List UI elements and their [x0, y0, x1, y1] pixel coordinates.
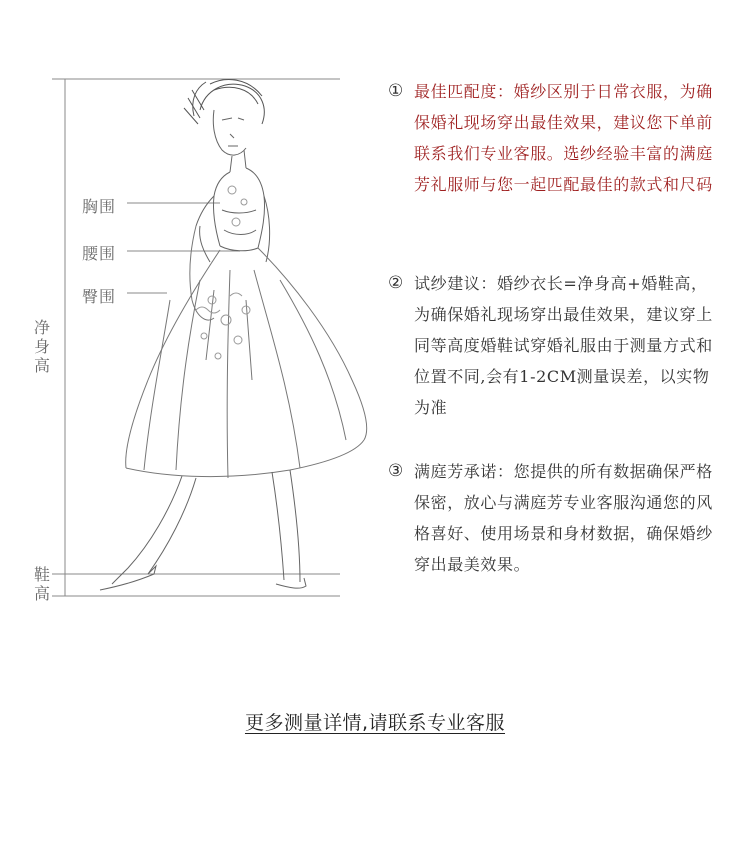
contact-support-link[interactable]	[0, 708, 750, 735]
face-sketch	[213, 110, 246, 172]
net-height-label: 净身高	[33, 318, 50, 375]
hip-label: 臀围	[82, 287, 117, 306]
dress-sketch	[0, 0, 380, 620]
note-text: 满庭芳承诺：您提供的所有数据确保严格保密，放心与满庭芳专业客服沟通您的风格喜好、使用场景和身材数据，确保婚纱穿出最美效果。	[414, 462, 713, 574]
note-number: ③	[388, 461, 404, 481]
note-number: ②	[388, 273, 404, 293]
note-fitting-advice	[388, 268, 718, 423]
note-text: 试纱建议：婚纱衣长=净身高+婚鞋高，为确保婚礼现场穿出最佳效果，建议穿上同等高度婚鞋试穿婚礼服由于测量方式和位置不同,会有1-2CM测量误差，以实物为准	[414, 274, 713, 417]
skirt-sketch	[126, 248, 367, 478]
note-best-match	[388, 76, 718, 200]
embroidery-sketch	[196, 186, 250, 359]
note-text: 最佳匹配度：婚纱区别于日常衣服，为确保婚礼现场穿出最佳效果，建议您下单前联系我们专业客服。选纱经验丰富的满庭芳礼服师与您一起匹配最佳的款式和尺码	[414, 82, 713, 194]
contact-support-link-text[interactable]: 更多测量详情,请联系专业客服	[244, 712, 506, 734]
note-number: ①	[388, 81, 404, 101]
legs-sketch	[100, 470, 306, 590]
height-guides	[52, 79, 340, 596]
waist-label: 腰围	[82, 244, 117, 263]
heel-height-label: 鞋高	[33, 565, 50, 603]
bust-label: 胸围	[82, 197, 117, 216]
measurement-figure	[0, 0, 380, 620]
hair-sketch	[184, 80, 264, 124]
note-privacy-promise	[388, 456, 718, 580]
arm-sketch	[190, 226, 214, 320]
